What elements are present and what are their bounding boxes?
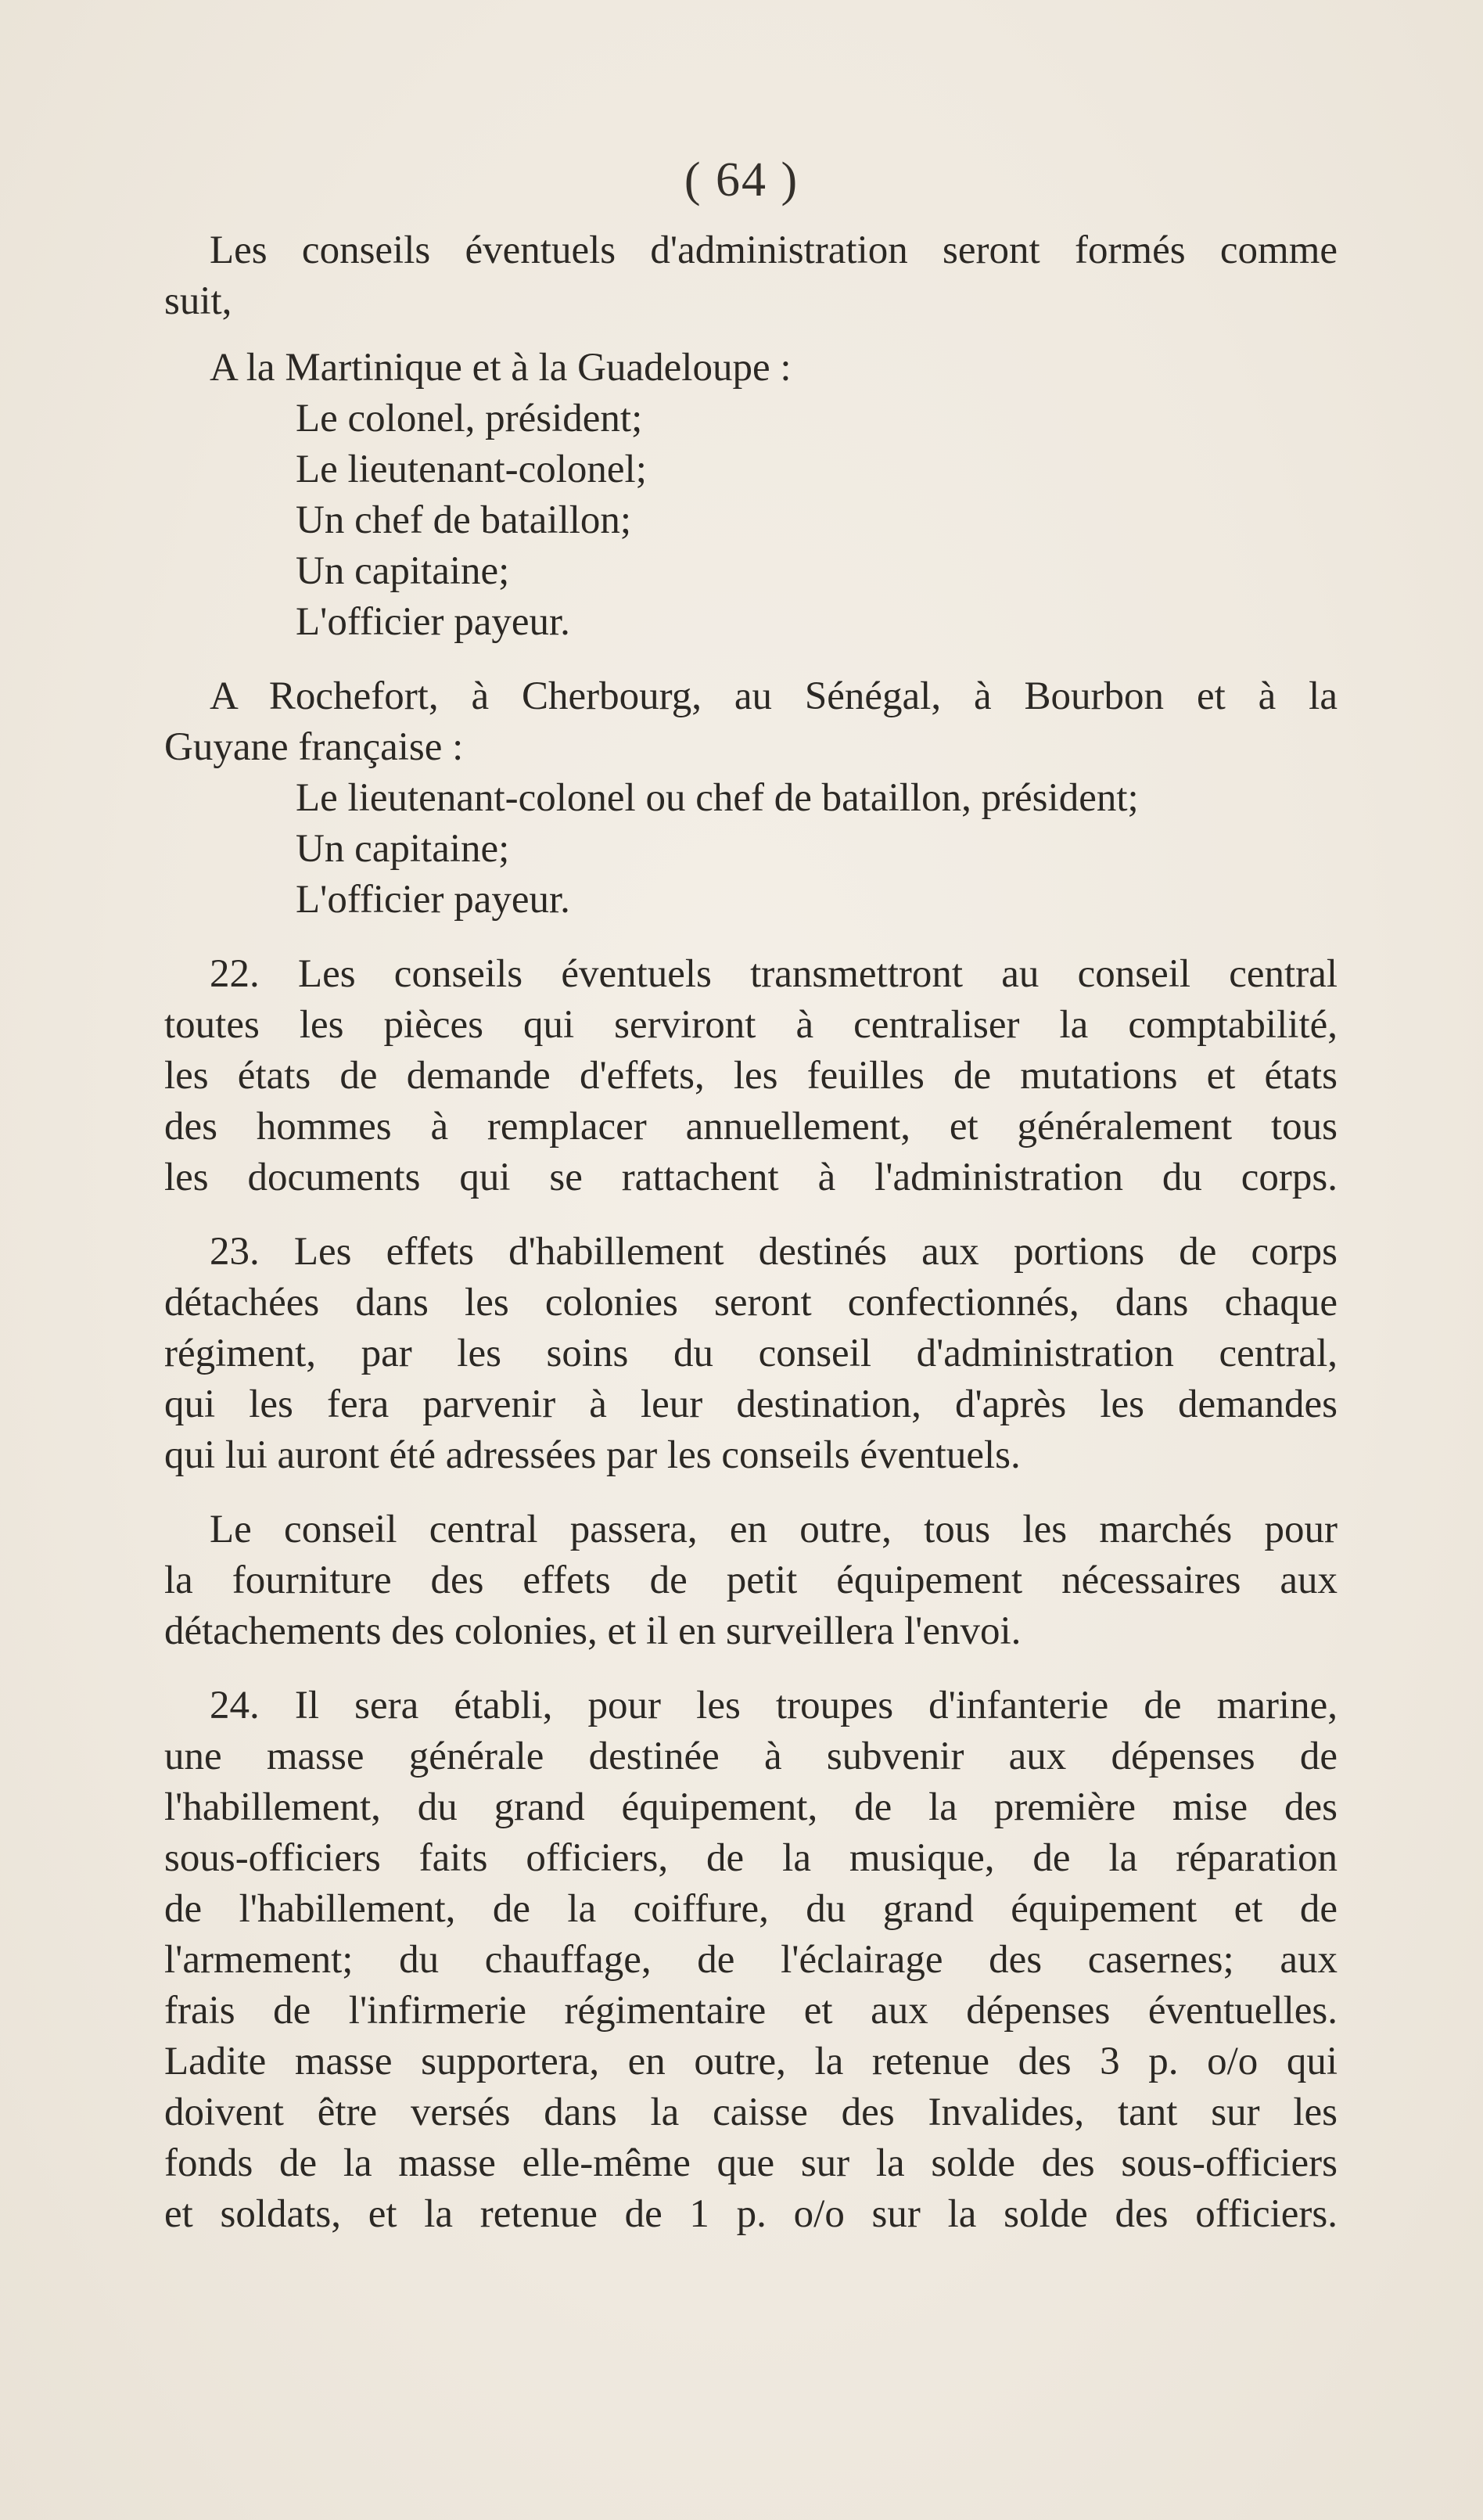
text-line: de l'habillement, de la coiffure, du grand équipement et de bbox=[164, 1887, 1338, 1931]
text-line: sous-officiers faits officiers, de la musique, de la réparation bbox=[164, 1836, 1338, 1880]
text-line: Un capitaine; bbox=[296, 549, 510, 593]
text-line: Un chef de bataillon; bbox=[296, 498, 632, 542]
text-line: l'habillement, du grand équipement, de la première mise des bbox=[164, 1785, 1338, 1829]
text-line: Le lieutenant-colonel ou chef de bataillon, président; bbox=[296, 776, 1139, 820]
text-line: Ladite masse supportera, en outre, la retenue des 3 p. o/o qui bbox=[164, 2040, 1338, 2083]
text-line: détachées dans les colonies seront confectionnés, dans chaque bbox=[164, 1281, 1338, 1325]
text-line: les documents qui se rattachent à l'administration du corps. bbox=[164, 1156, 1338, 1199]
text-line: 23. Les effets d'habillement destinés aux portions de corps bbox=[210, 1230, 1338, 1274]
text-line: régiment, par les soins du conseil d'administration central, bbox=[164, 1332, 1338, 1375]
text-line: doivent être versés dans la caisse des Invalides, tant sur les bbox=[164, 2090, 1338, 2134]
text-line: Les conseils éventuels d'administration seront formés comme bbox=[210, 228, 1338, 272]
body-text bbox=[164, 225, 1338, 2240]
page-number: ( 64 ) bbox=[684, 153, 799, 207]
text-line: qui lui auront été adressées par les conseils éventuels. bbox=[164, 1433, 1021, 1477]
text-line: Guyane française : bbox=[164, 725, 464, 769]
text-line: détachements des colonies, et il en surveillera l'envoi. bbox=[164, 1609, 1022, 1653]
text-line: toutes les pièces qui serviront à centraliser la comptabilité, bbox=[164, 1003, 1338, 1047]
text-line: Le lieutenant-colonel; bbox=[296, 448, 647, 491]
text-line: suit, bbox=[164, 279, 232, 323]
text-line: A Rochefort, à Cherbourg, au Sénégal, à Bourbon et à la bbox=[210, 674, 1338, 718]
text-line: des hommes à remplacer annuellement, et généralement tous bbox=[164, 1105, 1338, 1149]
text-line: L'officier payeur. bbox=[296, 600, 570, 644]
text-line: Le colonel, président; bbox=[296, 397, 643, 440]
text-line: l'armement; du chauffage, de l'éclairage des casernes; aux bbox=[164, 1938, 1338, 1982]
text-line: 22. Les conseils éventuels transmettront au conseil central bbox=[210, 952, 1338, 996]
text-line: Le conseil central passera, en outre, tous les marchés pour bbox=[210, 1508, 1338, 1551]
text-line: la fourniture des effets de petit équipement nécessaires aux bbox=[164, 1558, 1338, 1602]
text-line: les états de demande d'effets, les feuilles de mutations et états bbox=[164, 1054, 1338, 1098]
text-line: L'officier payeur. bbox=[296, 878, 570, 922]
text-line: frais de l'infirmerie régimentaire et aux dépenses éventuelles. bbox=[164, 1989, 1338, 2033]
text-line: A la Martinique et à la Guadeloupe : bbox=[210, 346, 792, 390]
text-line: une masse générale destinée à subvenir aux dépenses de bbox=[164, 1735, 1338, 1778]
text-line: qui les fera parvenir à leur destination, d'après les demandes bbox=[164, 1382, 1338, 1426]
text-line: fonds de la masse elle-même que sur la solde des sous-officiers bbox=[164, 2141, 1338, 2185]
text-line: et soldats, et la retenue de 1 p. o/o sur la solde des officiers. bbox=[164, 2192, 1338, 2236]
text-line: 24. Il sera établi, pour les troupes d'infanterie de marine, bbox=[210, 1684, 1338, 1727]
text-line: Un capitaine; bbox=[296, 827, 510, 871]
